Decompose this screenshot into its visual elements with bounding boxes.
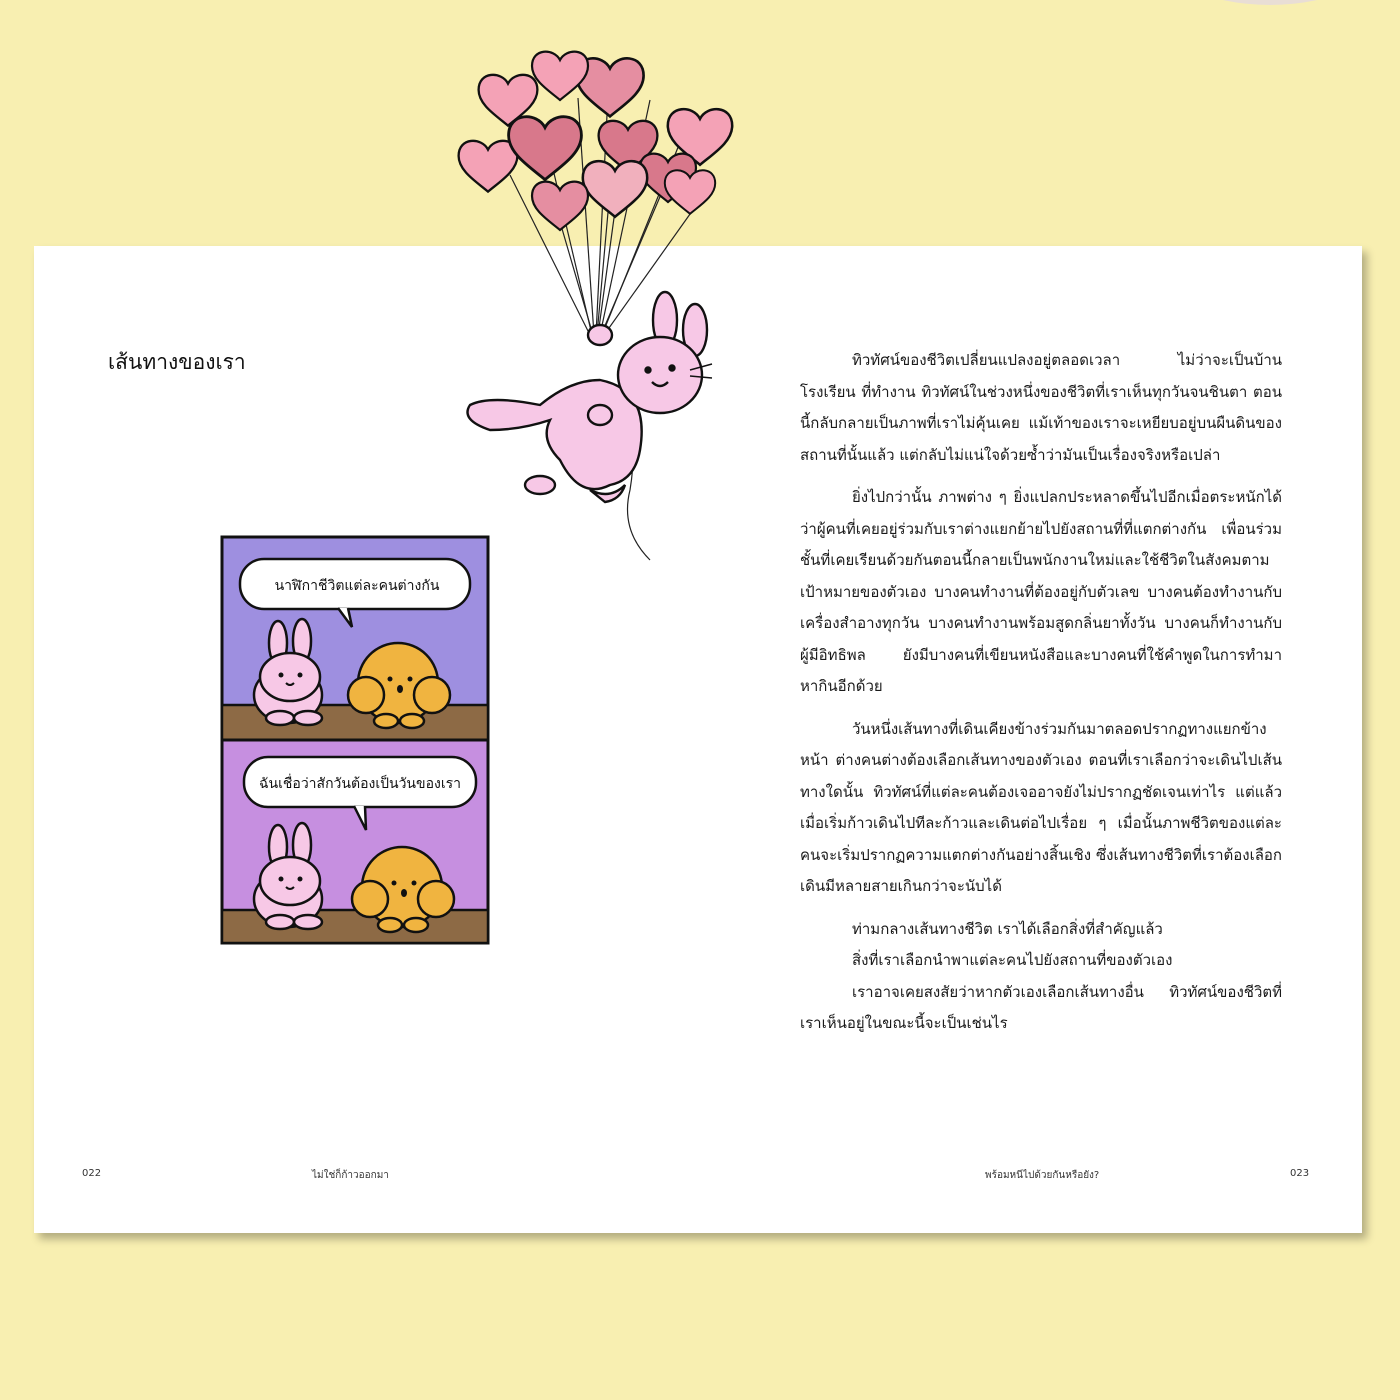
comic-panel-2 bbox=[222, 740, 488, 943]
verse-line-1: ท่ามกลางเส้นทางชีวิต เราได้เลือกสิ่งที่สำคัญแล้ว bbox=[852, 919, 1163, 938]
left-running-head: ไม่ใช่ก็ก้าวออกมา bbox=[312, 1170, 389, 1181]
right-page-body bbox=[800, 345, 1282, 1040]
right-running-head: พร้อมหนีไปด้วยกันหรือยัง? bbox=[985, 1170, 1100, 1181]
comic-panel-1 bbox=[222, 537, 488, 740]
chapter-title: เส้นทางของเรา bbox=[108, 350, 246, 374]
verse-line-3: เราอาจเคยสงสัยว่าหากตัวเองเลือกเส้นทางอื่น ทิวทัศน์ของชีวิตที่เราเห็นอยู่ในขณะนี้จะเป็นเช่นไร bbox=[800, 982, 1282, 1032]
comic-speech-1: นาฬิกาชีวิตแต่ละคนต่างกัน bbox=[274, 578, 440, 594]
corner-decoration bbox=[1150, 0, 1390, 5]
right-page-number: 023 bbox=[1290, 1168, 1310, 1179]
body-paragraph-1: ทิวทัศน์ของชีวิตเปลี่ยนแปลงอยู่ตลอดเวลา ไม่ว่าจะเป็นบ้าน โรงเรียน ที่ทำงาน ทิวทัศน์ในช่วงหนึ่งของชีวิตที่เราเห็นทุกวันจนชินตา ตอนนี้กลับกลายเป็นภาพที่เราไม่คุ้นเคย แม้เท้าของเราจะเหยียบอยู่บนผืนดินของสถานที่นั้นแล้ว แต่กลับไม่แน่ใจด้วยซ้ำว่ามันเป็นเรื่องจริงหรือเปล่า bbox=[800, 351, 1282, 464]
heart-balloons bbox=[459, 52, 733, 230]
rabbit-with-heart-balloons bbox=[450, 30, 760, 590]
verse-line-2: สิ่งที่เราเลือกนำพาแต่ละคนไปยังสถานที่ของตัวเอง bbox=[852, 951, 1173, 969]
body-paragraph-2: ยิ่งไปกว่านั้น ภาพต่าง ๆ ยิ่งแปลกประหลาดขึ้นไปอีกเมื่อตระหนักได้ว่าผู้คนที่เคยอยู่ร่วมกับเราต่างแยกย้ายไปยังสถานที่ที่แตกต่างกัน เพื่อนร่วมชั้นที่เคยเรียนด้วยกันตอนนี้กลายเป็นพนักงานใหม่และใช้ชีวิตในสังคมตามเป้าหมายของตัวเอง บางคนทำงานที่ต้องอยู่กับตัวเลข บางคนต้องทำงานกับเครื่องสำอางทุกวัน บางคนทำงานพร้อมสูดกลิ่นยาทั้งวัน บางคนก็ทำงานกับผู้มีอิทธิพล ยังมีบางคนที่เขียนหนังสือและบางคนที่ใช้คำพูดในการทำมาหากินอีกด้วย bbox=[800, 488, 1282, 695]
comic-speech-2: ฉันเชื่อว่าสักวันต้องเป็นวันของเรา bbox=[259, 776, 461, 792]
body-paragraph-3: วันหนึ่งเส้นทางที่เดินเคียงข้างร่วมกันมาตลอดปรากฏทางแยกข้างหน้า ต่างคนต่างต้องเลือกเส้นทางของตัวเอง ตอนที่เราเลือกว่าจะเดินไปเส้นทางใดนั้น ทิวทัศน์ที่แต่ละคนต้องเจออาจยังไม่ปรากฏชัดเจนเท่าไร แต่แล้วเมื่อเริ่มก้าวเดินไปทีละก้าวและเดินต่อไปเรื่อย ๆ เมื่อนั้นภาพชีวิตของแต่ละคนจะเริ่มปรากฏความแตกต่างกันอย่างสิ้นเชิง ซึ่งเส้นทางชีวิตที่เราต้องเลือกเดินมีหลายสายเกินกว่าจะนับได้ bbox=[800, 719, 1282, 895]
comic-strip bbox=[220, 535, 490, 945]
closing-verse bbox=[800, 914, 1282, 1040]
left-page-number: 022 bbox=[82, 1168, 102, 1179]
